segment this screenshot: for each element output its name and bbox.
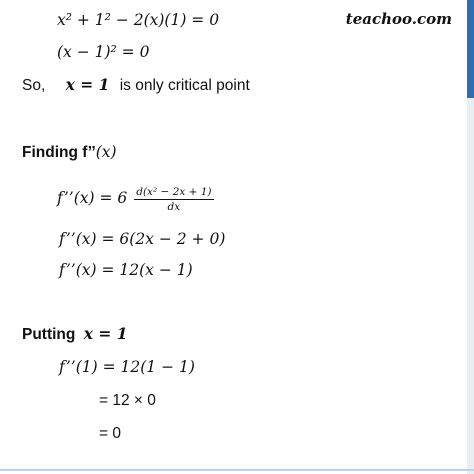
finding-label: Finding f’’ xyxy=(22,144,96,161)
fraction-denominator: dx xyxy=(167,200,181,213)
second-derivative-definition xyxy=(57,183,214,213)
evaluation-result: = 0 xyxy=(99,425,121,442)
finding-heading xyxy=(22,143,117,162)
equation-expanded: x² + 1² − 2(x)(1) = 0 xyxy=(57,11,220,29)
fraction-numerator: d(x² − 2x + 1) xyxy=(136,185,212,198)
evaluation-step2: = 12 × 0 xyxy=(99,392,156,409)
evaluation-step1: f’’(1) = 12(1 − 1) xyxy=(59,358,195,376)
conclusion-line xyxy=(22,76,250,95)
second-derivative-simplified: f’’(x) = 12(x − 1) xyxy=(59,261,193,279)
accent-bar-highlight xyxy=(467,0,474,98)
derivative-fraction xyxy=(134,186,213,213)
finding-variable: (x) xyxy=(95,143,117,161)
teachoo-logo: teachoo.com xyxy=(345,10,452,28)
so-label: So, xyxy=(22,77,46,94)
putting-heading xyxy=(22,325,128,344)
second-derivative-lhs: f’’(x) = 6 xyxy=(57,189,128,207)
second-derivative-step: f’’(x) = 6(2x − 2 + 0) xyxy=(59,230,226,248)
putting-value: x = 1 xyxy=(83,324,128,343)
right-accent-bar xyxy=(467,0,474,474)
equation-squared: (x − 1)² = 0 xyxy=(57,43,150,61)
critical-point-text: is only critical point xyxy=(119,77,250,94)
critical-point-value: x = 1 xyxy=(65,75,110,94)
bottom-divider xyxy=(0,469,474,471)
putting-label: Putting xyxy=(22,326,76,343)
